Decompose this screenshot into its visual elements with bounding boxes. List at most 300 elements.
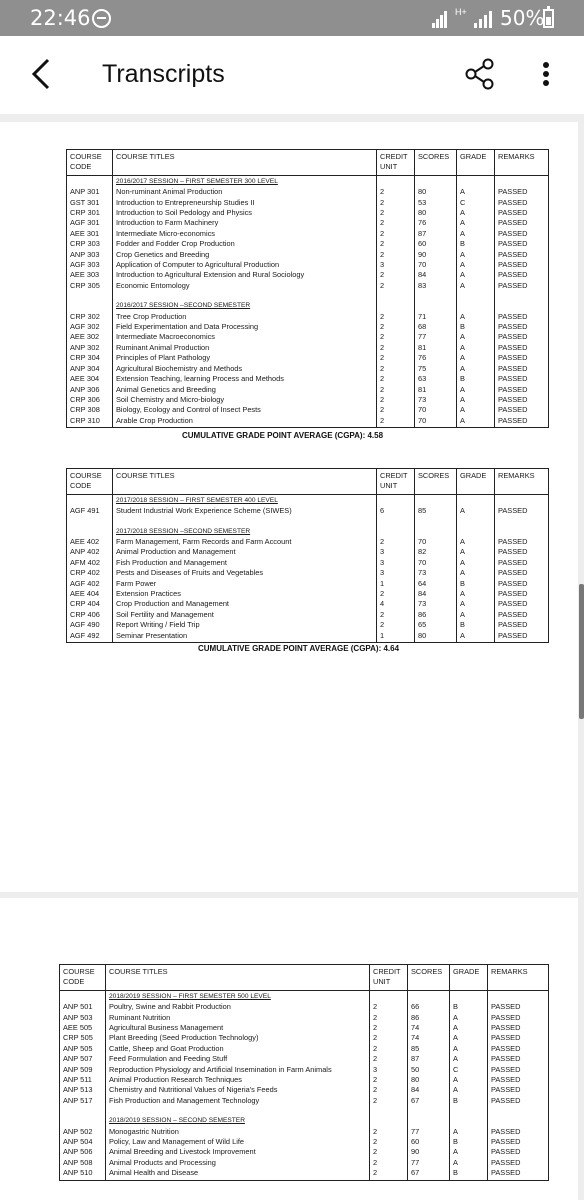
credit-unit: 2 xyxy=(373,1157,378,1167)
course-code: ANP 509 xyxy=(63,1064,93,1074)
column-course-title xyxy=(113,175,377,427)
score: 73 xyxy=(418,599,427,609)
score: 70 xyxy=(418,557,427,567)
course-title: Poultry, Swine and Rabbit Production xyxy=(109,1002,231,1012)
course-code: AGF 491 xyxy=(70,506,100,516)
remark: PASSED xyxy=(498,270,528,280)
course-code: AGF 301 xyxy=(70,218,100,228)
course-title: Agricultural Biochemistry and Methods xyxy=(116,363,243,373)
course-code: ANP 511 xyxy=(63,1075,92,1085)
score: 60 xyxy=(418,239,427,249)
course-title: Application of Computer to Agricultural Production xyxy=(116,260,280,270)
remark: PASSED xyxy=(498,557,528,567)
course-code: AEE 303 xyxy=(70,270,100,280)
remark: PASSED xyxy=(498,332,528,342)
score: 64 xyxy=(418,578,427,588)
grade: A xyxy=(460,609,465,619)
grade: B xyxy=(453,1095,458,1105)
table-body-row xyxy=(67,494,549,642)
course-title: Extension Practices xyxy=(116,589,181,599)
remark: PASSED xyxy=(498,405,528,415)
course-title: Fish Production and Management Technology xyxy=(109,1095,260,1105)
column-course-code xyxy=(67,175,113,427)
remark: PASSED xyxy=(498,208,528,218)
course-title: Student Industrial Work Experience Scheme (SIWES) xyxy=(116,506,292,516)
credit-unit: 2 xyxy=(380,208,385,218)
credit-unit: 3 xyxy=(380,547,385,557)
credit-unit: 2 xyxy=(373,1085,378,1095)
credit-unit: 2 xyxy=(380,609,385,619)
score: 83 xyxy=(418,280,427,290)
course-code: ANP 504 xyxy=(63,1137,93,1147)
course-code: AFM 402 xyxy=(70,557,100,567)
course-title: Chemistry and Nutritional Values of Nigeria's Feeds xyxy=(109,1085,278,1095)
remark: PASSED xyxy=(498,228,528,238)
remark: PASSED xyxy=(498,394,528,404)
course-code: CRP 305 xyxy=(70,280,100,290)
remark: PASSED xyxy=(491,1147,521,1157)
score: 68 xyxy=(418,322,427,332)
score: 67 xyxy=(411,1095,420,1105)
course-title: Field Experimentation and Data Processing xyxy=(116,322,259,332)
grade: B xyxy=(453,1137,458,1147)
course-code: CRP 404 xyxy=(70,599,100,609)
credit-unit: 3 xyxy=(380,557,385,567)
remark: PASSED xyxy=(491,1064,521,1074)
course-title: Soil Chemistry and Micro-biology xyxy=(116,394,225,404)
grade: A xyxy=(453,1043,458,1053)
course-title: Pests and Diseases of Fruits and Vegetables xyxy=(116,568,264,578)
document-viewer[interactable] xyxy=(0,114,584,1200)
course-code: ANP 402 xyxy=(70,547,100,557)
credit-unit: 6 xyxy=(380,506,385,516)
course-code: ANP 301 xyxy=(70,187,100,197)
grade: A xyxy=(460,228,465,238)
course-title: Reproduction Physiology and Artificial Insemination in Farm Animals xyxy=(109,1064,332,1074)
score: 81 xyxy=(418,342,427,352)
credit-unit: 3 xyxy=(373,1064,378,1074)
column-remark xyxy=(488,990,549,1180)
course-code: ANP 507 xyxy=(63,1054,93,1064)
column-score xyxy=(408,990,450,1180)
score: 76 xyxy=(418,353,427,363)
column-course-code xyxy=(60,990,106,1180)
grade: B xyxy=(453,1168,458,1178)
grade: A xyxy=(460,394,465,404)
remark: PASSED xyxy=(498,322,528,332)
course-code: GST 301 xyxy=(70,197,100,207)
score: 84 xyxy=(411,1085,420,1095)
score: 85 xyxy=(418,506,427,516)
grade: A xyxy=(460,208,465,218)
battery-percent: 50% xyxy=(500,6,545,30)
scrollbar-thumb[interactable] xyxy=(579,584,584,719)
credit-unit: 2 xyxy=(373,1168,378,1178)
remark: PASSED xyxy=(491,1023,521,1033)
grade: A xyxy=(453,1126,458,1136)
grade: A xyxy=(460,218,465,228)
course-code: AEE 304 xyxy=(70,374,100,384)
grade: A xyxy=(453,1012,458,1022)
header-scores: SCORES xyxy=(415,469,457,495)
course-code: CRP 308 xyxy=(70,405,100,415)
grade: A xyxy=(460,415,465,425)
course-code: ANP 508 xyxy=(63,1157,93,1167)
remark: PASSED xyxy=(498,568,528,578)
course-code: ANP 302 xyxy=(70,342,100,352)
course-code: CRP 306 xyxy=(70,394,100,404)
page-title: Transcripts xyxy=(102,60,225,88)
header-course-titles: COURSE TITLES xyxy=(106,965,370,991)
grade: B xyxy=(460,374,465,384)
course-title: Feed Formulation and Feeding Stuff xyxy=(109,1054,228,1064)
grade: A xyxy=(460,557,465,567)
grade: A xyxy=(453,1054,458,1064)
credit-unit: 2 xyxy=(373,1126,378,1136)
remark: PASSED xyxy=(491,1054,521,1064)
grade: B xyxy=(460,239,465,249)
share-icon[interactable] xyxy=(462,56,498,92)
remark: PASSED xyxy=(498,589,528,599)
course-title: Animal Breeding and Livestock Improvement xyxy=(109,1147,256,1157)
course-title: Introduction to Soil Pedology and Physics xyxy=(116,208,252,218)
credit-unit: 2 xyxy=(380,218,385,228)
score: 81 xyxy=(418,384,427,394)
grade: A xyxy=(460,342,465,352)
course-title: Animal Health and Disease xyxy=(109,1168,199,1178)
column-course-title xyxy=(106,990,370,1180)
course-title: Animal Products and Processing xyxy=(109,1157,216,1167)
header-remarks: REMARKS xyxy=(495,150,549,176)
grade: A xyxy=(460,630,465,640)
grade: A xyxy=(460,249,465,259)
score: 84 xyxy=(418,589,427,599)
score: 50 xyxy=(411,1064,420,1074)
score: 70 xyxy=(418,537,427,546)
remark: PASSED xyxy=(498,620,528,630)
header-grade: GRADE xyxy=(457,469,495,495)
credit-unit: 2 xyxy=(380,187,385,197)
course-title: Farm Management, Farm Records and Farm Account xyxy=(116,537,292,546)
score: 87 xyxy=(418,228,427,238)
course-code: ANP 502 xyxy=(63,1126,93,1136)
remark: PASSED xyxy=(498,197,528,207)
credit-unit: 2 xyxy=(380,363,385,373)
course-code: ANP 513 xyxy=(63,1085,93,1095)
remark: PASSED xyxy=(491,1002,521,1012)
grade: A xyxy=(453,1085,458,1095)
remark: PASSED xyxy=(498,415,528,425)
grade: A xyxy=(460,405,465,415)
course-title: Arable Crop Production xyxy=(116,415,193,425)
remark: PASSED xyxy=(498,609,528,619)
transcript-table-400-level xyxy=(66,468,549,643)
grade: A xyxy=(460,363,465,373)
cgpa-400-level: CUMULATIVE GRADE POINT AVERAGE (CGPA): 4.64 xyxy=(198,644,400,653)
header-scores: SCORES xyxy=(408,965,450,991)
grade: A xyxy=(460,506,465,516)
course-title: Biology, Ecology and Control of Insect Pests xyxy=(116,405,261,415)
course-code: CRP 310 xyxy=(70,415,100,425)
header-grade: GRADE xyxy=(450,965,488,991)
course-title: Introduction to Agricultural Extension and Rural Sociology xyxy=(116,270,305,280)
column-credit-unit xyxy=(377,494,415,642)
credit-unit: 2 xyxy=(380,537,385,546)
credit-unit: 4 xyxy=(380,599,385,609)
header-course-code: COURSE CODE xyxy=(67,150,113,176)
credit-unit: 2 xyxy=(380,239,385,249)
remark: PASSED xyxy=(491,1137,521,1147)
course-title: Economic Entomology xyxy=(116,280,190,290)
remark: PASSED xyxy=(491,1157,521,1167)
credit-unit: 2 xyxy=(380,620,385,630)
credit-unit: 1 xyxy=(380,630,385,640)
grade: A xyxy=(460,384,465,394)
remark: PASSED xyxy=(498,280,528,290)
header-grade: GRADE xyxy=(457,150,495,176)
score: 82 xyxy=(418,547,427,557)
remark: PASSED xyxy=(498,239,528,249)
score: 75 xyxy=(418,363,427,373)
course-code: ANP 517 xyxy=(63,1095,93,1105)
score: 53 xyxy=(418,197,427,207)
credit-unit: 2 xyxy=(380,342,385,352)
course-title: Crop Production and Management xyxy=(116,599,229,609)
credit-unit: 2 xyxy=(380,311,385,321)
header-credit-unit: CREDIT UNIT xyxy=(370,965,408,991)
transcript-table-500-level xyxy=(59,964,549,1181)
remark: PASSED xyxy=(498,218,528,228)
remark: PASSED xyxy=(498,187,528,197)
signal-icon-2 xyxy=(474,10,494,28)
score: 86 xyxy=(418,609,427,619)
course-code: ANP 304 xyxy=(70,363,100,373)
course-title: Policy, Law and Management of Wild Life xyxy=(109,1137,245,1147)
grade: A xyxy=(460,547,465,557)
score: 86 xyxy=(411,1012,420,1022)
score: 65 xyxy=(418,620,427,630)
remark: PASSED xyxy=(498,547,528,557)
score: 74 xyxy=(411,1033,420,1043)
course-code: CRP 505 xyxy=(63,1033,93,1043)
session-heading: 2016/2017 SESSION –SECOND SEMESTER xyxy=(116,302,251,310)
credit-unit: 2 xyxy=(373,1012,378,1022)
course-code: AGF 490 xyxy=(70,620,100,630)
course-code: ANP 503 xyxy=(63,1012,93,1022)
score: 63 xyxy=(418,374,427,384)
course-code: AGF 492 xyxy=(70,630,100,640)
course-code: ANP 303 xyxy=(70,249,100,259)
remark: PASSED xyxy=(498,353,528,363)
course-code: AEE 302 xyxy=(70,332,100,342)
credit-unit: 2 xyxy=(380,249,385,259)
cgpa-300-level: CUMULATIVE GRADE POINT AVERAGE (CGPA): 4.58 xyxy=(182,431,384,440)
remark: PASSED xyxy=(491,1033,521,1043)
remark: PASSED xyxy=(498,260,528,270)
remark: PASSED xyxy=(491,1043,521,1053)
credit-unit: 2 xyxy=(373,1075,378,1085)
back-arrow-icon[interactable] xyxy=(22,54,62,94)
course-title: Monogastric Nutrition xyxy=(109,1126,179,1136)
signal-icon xyxy=(432,10,448,28)
credit-unit: 2 xyxy=(380,394,385,404)
course-code: ANP 506 xyxy=(63,1147,93,1157)
grade: B xyxy=(453,1002,458,1012)
course-title: Farm Power xyxy=(116,578,157,588)
score: 77 xyxy=(411,1126,420,1136)
transcript-table-300-level xyxy=(66,149,549,428)
grade: A xyxy=(460,353,465,363)
credit-unit: 2 xyxy=(373,1137,378,1147)
column-course-code xyxy=(67,494,113,642)
grade: B xyxy=(460,322,465,332)
course-title: Introduction to Farm Machinery xyxy=(116,218,219,228)
remark: PASSED xyxy=(498,342,528,352)
course-code: CRP 303 xyxy=(70,239,100,249)
remark: PASSED xyxy=(498,599,528,609)
course-title: Animal Genetics and Breeding xyxy=(116,384,216,394)
credit-unit: 2 xyxy=(373,1054,378,1064)
header-course-code: COURSE CODE xyxy=(60,965,106,991)
grade: A xyxy=(460,599,465,609)
course-title: Animal Production Research Techniques xyxy=(109,1075,242,1085)
course-code: AGF 303 xyxy=(70,260,100,270)
header-course-code: COURSE CODE xyxy=(67,469,113,495)
remark: PASSED xyxy=(498,630,528,640)
column-credit-unit xyxy=(370,990,408,1180)
course-title: Ruminant Nutrition xyxy=(109,1012,171,1022)
course-code: ANP 510 xyxy=(63,1168,93,1178)
remark: PASSED xyxy=(491,1012,521,1022)
course-title: Intermediate Micro-economics xyxy=(116,228,215,238)
score: 80 xyxy=(418,630,427,640)
table-header-row xyxy=(67,150,549,176)
course-code: AEE 505 xyxy=(63,1023,93,1033)
credit-unit: 3 xyxy=(380,568,385,578)
more-vert-icon[interactable] xyxy=(534,56,558,92)
session-heading: 2017/2018 SESSION – FIRST SEMESTER 400 LEVEL xyxy=(116,496,278,504)
battery-icon xyxy=(543,9,554,28)
table-header-row xyxy=(60,965,549,991)
score: 74 xyxy=(411,1023,420,1033)
table-header-row xyxy=(67,469,549,495)
score: 70 xyxy=(418,405,427,415)
course-title: Introduction to Entrepreneurship Studies II xyxy=(116,197,255,207)
score: 80 xyxy=(411,1075,420,1085)
header-remarks: REMARKS xyxy=(488,965,549,991)
credit-unit: 2 xyxy=(380,197,385,207)
remark: PASSED xyxy=(498,537,528,546)
course-title: Plant Breeding (Seed Production Technology) xyxy=(109,1033,259,1043)
credit-unit: 2 xyxy=(380,270,385,280)
course-title: Non-ruminant Animal Production xyxy=(116,187,223,197)
score: 77 xyxy=(418,332,427,342)
credit-unit: 2 xyxy=(380,353,385,363)
grade: A xyxy=(460,332,465,342)
remark: PASSED xyxy=(491,1075,521,1085)
course-code: CRP 304 xyxy=(70,353,100,363)
score: 77 xyxy=(411,1157,420,1167)
grade: A xyxy=(460,280,465,290)
grade: A xyxy=(460,187,465,197)
remark: PASSED xyxy=(491,1126,521,1136)
course-title: Seminar Presentation xyxy=(116,630,188,640)
session-heading: 2017/2018 SESSION –SECOND SEMESTER xyxy=(116,527,251,535)
course-title: Principles of Plant Pathology xyxy=(116,353,211,363)
course-code: AEE 402 xyxy=(70,537,100,546)
score: 60 xyxy=(411,1137,420,1147)
score: 70 xyxy=(418,260,427,270)
course-code: AGF 302 xyxy=(70,322,100,332)
grade: A xyxy=(453,1023,458,1033)
column-grade xyxy=(450,990,488,1180)
remark: PASSED xyxy=(498,506,528,516)
course-code: ANP 505 xyxy=(63,1043,93,1053)
header-credit-unit: CREDIT UNIT xyxy=(377,150,415,176)
document-page-1 xyxy=(0,122,578,892)
column-course-title xyxy=(113,494,377,642)
header-credit-unit: CREDIT UNIT xyxy=(377,469,415,495)
column-grade xyxy=(457,494,495,642)
course-code: AEE 301 xyxy=(70,228,100,238)
grade: A xyxy=(460,589,465,599)
grade: A xyxy=(460,260,465,270)
remark: PASSED xyxy=(498,578,528,588)
course-title: Extension Teaching, learning Process and Methods xyxy=(116,374,284,384)
credit-unit: 2 xyxy=(380,589,385,599)
score: 90 xyxy=(411,1147,420,1157)
course-title: Report Writing / Field Trip xyxy=(116,620,200,630)
grade: C xyxy=(453,1064,459,1074)
score: 76 xyxy=(418,218,427,228)
remark: PASSED xyxy=(491,1095,521,1105)
credit-unit: 2 xyxy=(380,280,385,290)
course-title: Fish Production and Management xyxy=(116,557,227,567)
course-code: AEE 404 xyxy=(70,589,100,599)
score: 73 xyxy=(418,394,427,404)
course-title: Intermediate Macroeconomics xyxy=(116,332,215,342)
course-title: Tree Crop Production xyxy=(116,311,187,321)
grade: B xyxy=(460,578,465,588)
column-remark xyxy=(495,494,549,642)
credit-unit: 1 xyxy=(380,578,385,588)
course-title: Ruminant Animal Production xyxy=(116,342,210,352)
credit-unit: 2 xyxy=(373,1147,378,1157)
course-code: ANP 306 xyxy=(70,384,100,394)
remark: PASSED xyxy=(498,384,528,394)
score: 90 xyxy=(418,249,427,259)
credit-unit: 2 xyxy=(380,415,385,425)
score: 66 xyxy=(411,1002,420,1012)
score: 67 xyxy=(411,1168,420,1178)
grade: B xyxy=(460,620,465,630)
session-heading: 2016/2017 SESSION – FIRST SEMESTER 300 LEVEL xyxy=(116,177,278,185)
table-body-row xyxy=(67,175,549,427)
course-title: Agricultural Business Management xyxy=(109,1023,224,1033)
credit-unit: 2 xyxy=(380,384,385,394)
header-course-titles: COURSE TITLES xyxy=(113,150,377,176)
course-code: CRP 402 xyxy=(70,568,100,578)
header-remarks: REMARKS xyxy=(495,469,549,495)
credit-unit: 2 xyxy=(380,405,385,415)
credit-unit: 2 xyxy=(380,228,385,238)
remark: PASSED xyxy=(491,1168,521,1178)
course-code: CRP 301 xyxy=(70,208,100,218)
course-code: CRP 406 xyxy=(70,609,100,619)
grade: A xyxy=(460,270,465,280)
app-bar xyxy=(0,36,584,114)
session-heading: 2018/2019 SESSION – SECOND SEMESTER xyxy=(109,1117,245,1125)
